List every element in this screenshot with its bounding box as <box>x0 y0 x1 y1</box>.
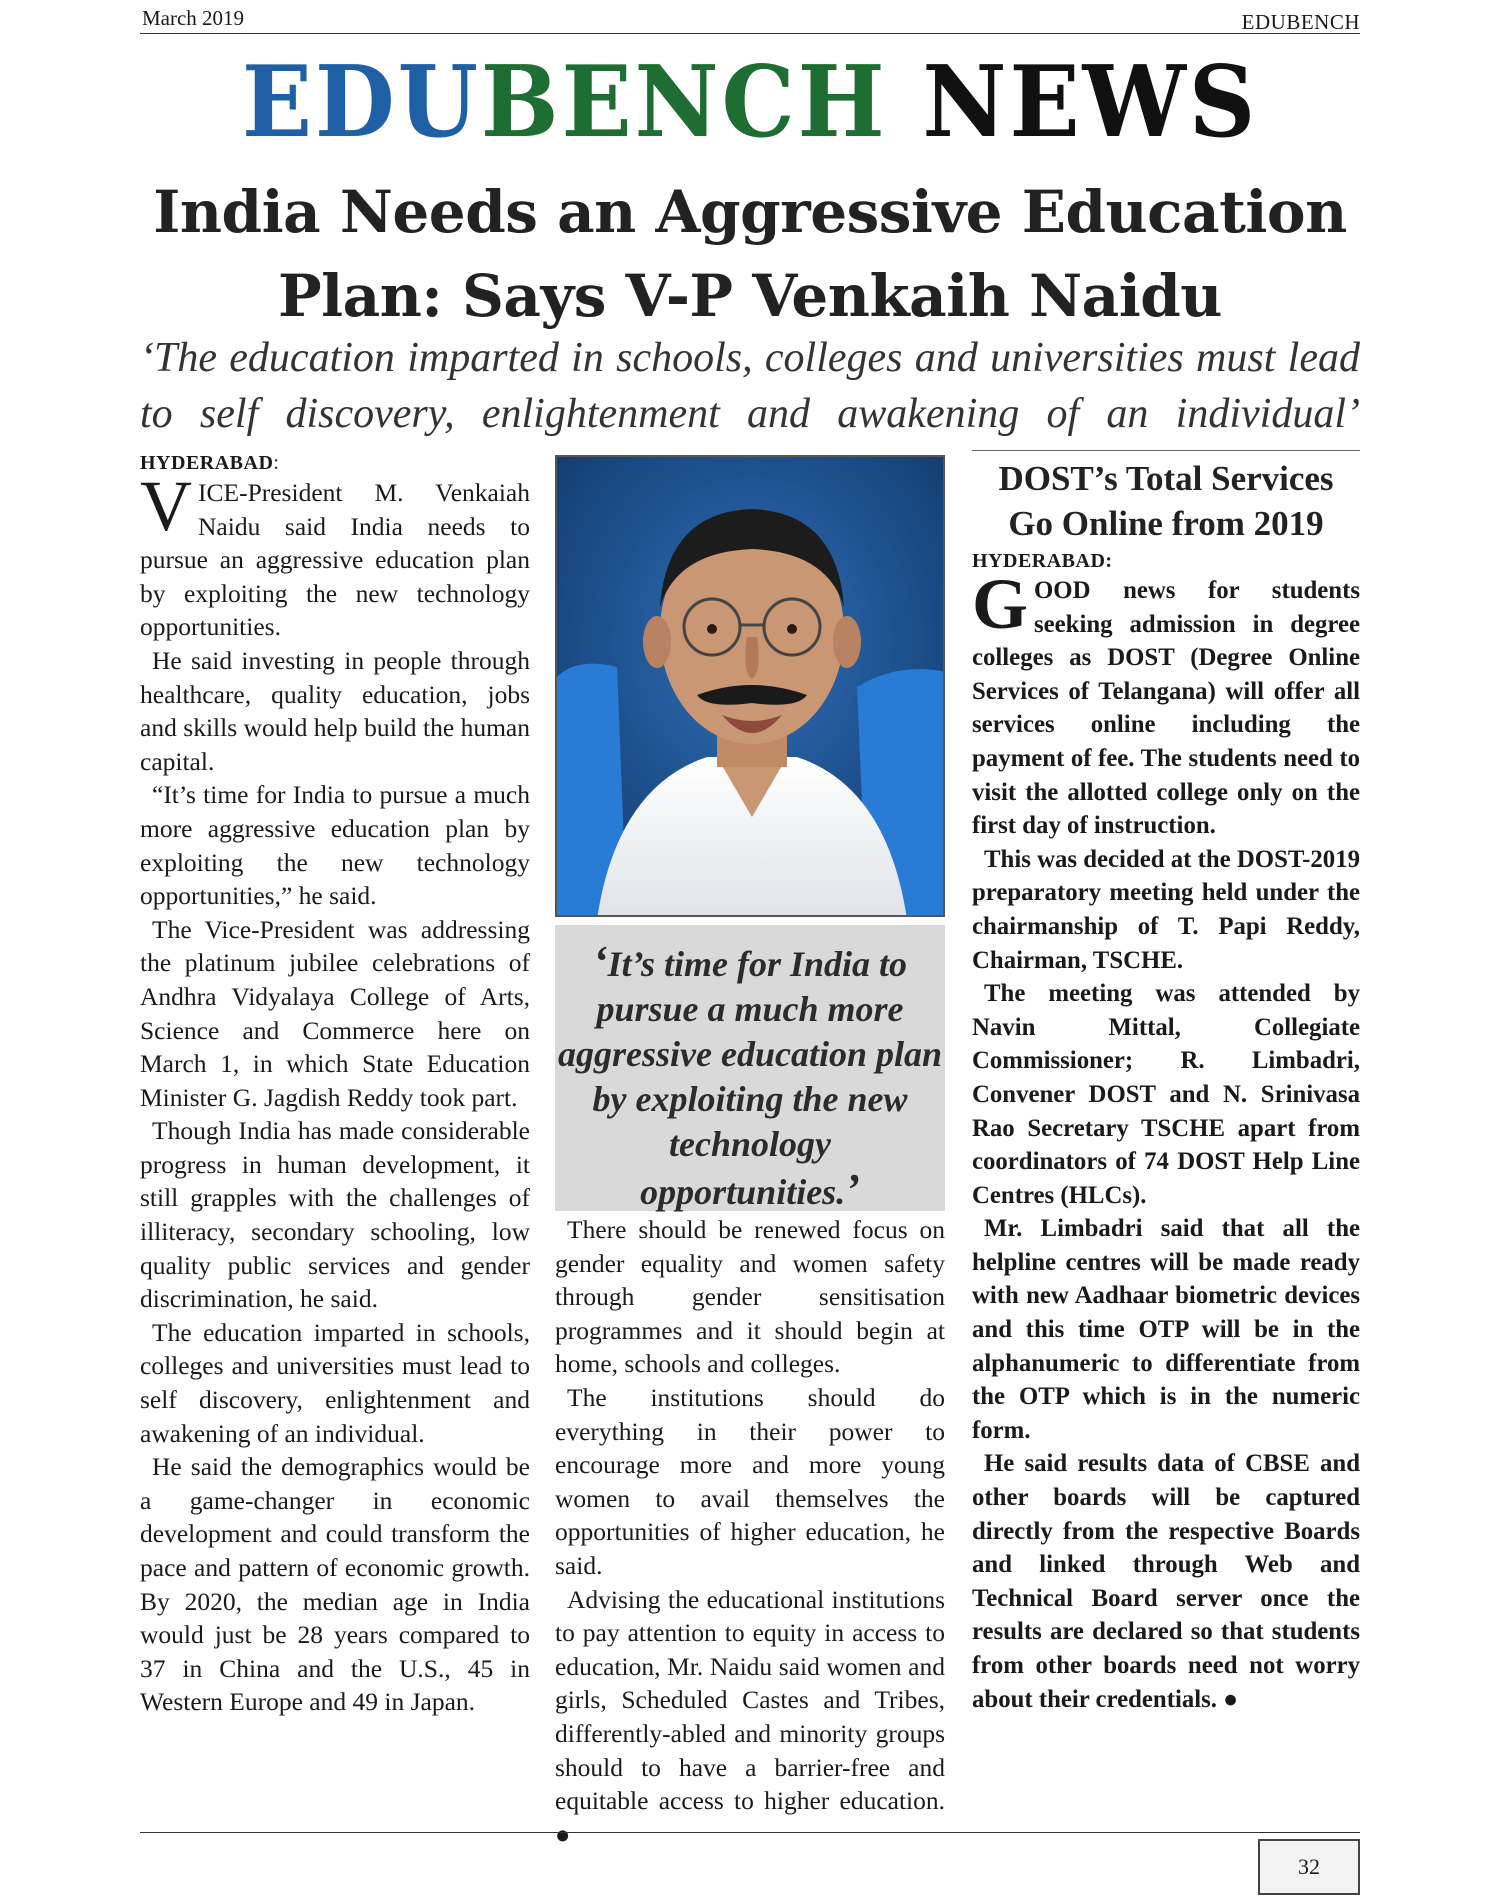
main-story-column-1 <box>140 450 530 1719</box>
paragraph-text: ICE-President M. Venkaiah Naidu said India needs to pursue an aggressive education plan by exploiting the new technology opportunities. <box>140 478 530 642</box>
masthead-news: NEWS <box>922 45 1259 160</box>
paragraph: The institutions should do everything in their power to encourage more and more young women to avail themselves the opportunities of higher education, he said. <box>555 1382 945 1580</box>
running-header <box>140 4 1360 34</box>
dateline-city: HYDERABAD <box>140 452 274 474</box>
running-brand: EDUBENCH <box>1241 10 1360 34</box>
drop-cap: G <box>972 564 1029 644</box>
portrait-illustration <box>557 457 945 917</box>
paragraph: He said the demographics would be a game-changer in economic development and could transform the pace and pattern of economic growth. By 2020, the median age in India would just be 28 years compared to 37 in China and the U.S., 45 in Western Europe and 49 in Japan. <box>140 1452 530 1717</box>
drop-cap: V <box>140 466 192 546</box>
headline-line-2: Plan: Says V-P Venkaih Naidu <box>278 262 1222 330</box>
headline-line-1: India Needs an Aggressive Education <box>153 178 1347 246</box>
side-story-body <box>972 548 1360 1716</box>
pull-quote-open-mark: ‘ <box>592 937 608 986</box>
portrait-photo <box>555 455 945 917</box>
pull-quote-close-mark: ’ <box>845 1165 860 1214</box>
subheadline-quote: ‘The education imparted in schools, colleges and universities must lead to self discovery, enlightenment and awakening of an individual’ <box>140 335 1360 437</box>
side-story <box>972 452 1360 1716</box>
masthead-bench: BENCH <box>480 45 888 160</box>
masthead-edu: EDU <box>241 45 481 160</box>
paragraph: The education imparted in schools, colleges and universities must lead to self discovery, enlightenment and awakening of an individual. <box>140 1317 530 1448</box>
page-number: 32 <box>1258 1839 1360 1895</box>
paragraph: Advising the educational institutions to pay attention to equity in access to education, Mr. Naidu said women and girls, Scheduled Castes and Tribes, differently-abled and minority groups should to have a barrier-free and equitable access to higher education. ● <box>555 1584 945 1849</box>
main-story-column-2 <box>555 1213 945 1851</box>
side-story-title: DOST’s Total Services Go Online from 2019 <box>998 459 1334 543</box>
paragraph: He said investing in people through healthcare, quality education, jobs and skills would help build the human capital. <box>140 645 530 776</box>
dateline-colon: : <box>273 452 280 474</box>
masthead <box>177 45 1324 160</box>
paragraph: Mr. Limbadri said that all the helpline centres will be made ready with new Aadhaar biometric devices and this time OTP will be in the alphanumeric to differentiate from the OTP which is in the numeric form. <box>972 1215 1360 1444</box>
paragraph: Though India has made considerable progress in human development, it still grapples with the challenges of illiteracy, secondary schooling, low quality public services and gender discrimination, he said. <box>140 1116 530 1314</box>
issue-date: March 2019 <box>142 6 245 30</box>
pull-quote-text: It’s time for India to pursue a much more aggressive education plan by exploiting the new technology opportunities. <box>558 944 942 1212</box>
paragraph: There should be renewed focus on gender equality and women safety through gender sensitisation programmes and it should begin at home, schools and colleges. <box>555 1215 945 1379</box>
paragraph: The Vice-President was addressing the platinum jubilee celebrations of Andhra Vidyalaya College of Arts, Science and Commerce here on March 1, in which State Education Minister G. Jagdish Reddy took part. <box>140 914 530 1112</box>
side-story-rule <box>972 450 1360 451</box>
paragraph <box>972 564 1360 843</box>
paragraph <box>140 466 530 644</box>
footer-rule <box>140 1832 1360 1833</box>
paragraph: “It’s time for India to pursue a much more aggressive education plan by exploiting the new technology opportunities,” he said. <box>140 780 530 911</box>
side-story-dateline: HYDERABAD: <box>972 550 1113 572</box>
paragraph: He said results data of CBSE and other boards will be captured directly from the respective Boards and linked through Web and Technical Board server once the results are declared so that students from other boards need not worry about their credentials. ● <box>972 1450 1360 1713</box>
paragraph: This was decided at the DOST-2019 preparatory meeting held under the chairmanship of T. Papi Reddy, Chairman, TSCHE. <box>972 845 1360 974</box>
magazine-page <box>140 0 1360 1900</box>
pull-quote <box>555 925 945 1214</box>
paragraph: The meeting was attended by Navin Mittal, Collegiate Commissioner; R. Limbadri, Convener DOST and N. Srinivasa Rao Secretary TSCHE apart from coordinators of 74 DOST Help Line Centres (HLCs). <box>972 980 1360 1209</box>
dateline <box>140 450 530 476</box>
main-headline <box>140 170 1360 338</box>
paragraph-text: OOD news for students seeking admission in degree colleges as DOST (Degree Online Services of Telangana) will offer all services online including the payment of fee. The students need to visit the allotted college only on the first day of instruction. <box>972 577 1360 840</box>
